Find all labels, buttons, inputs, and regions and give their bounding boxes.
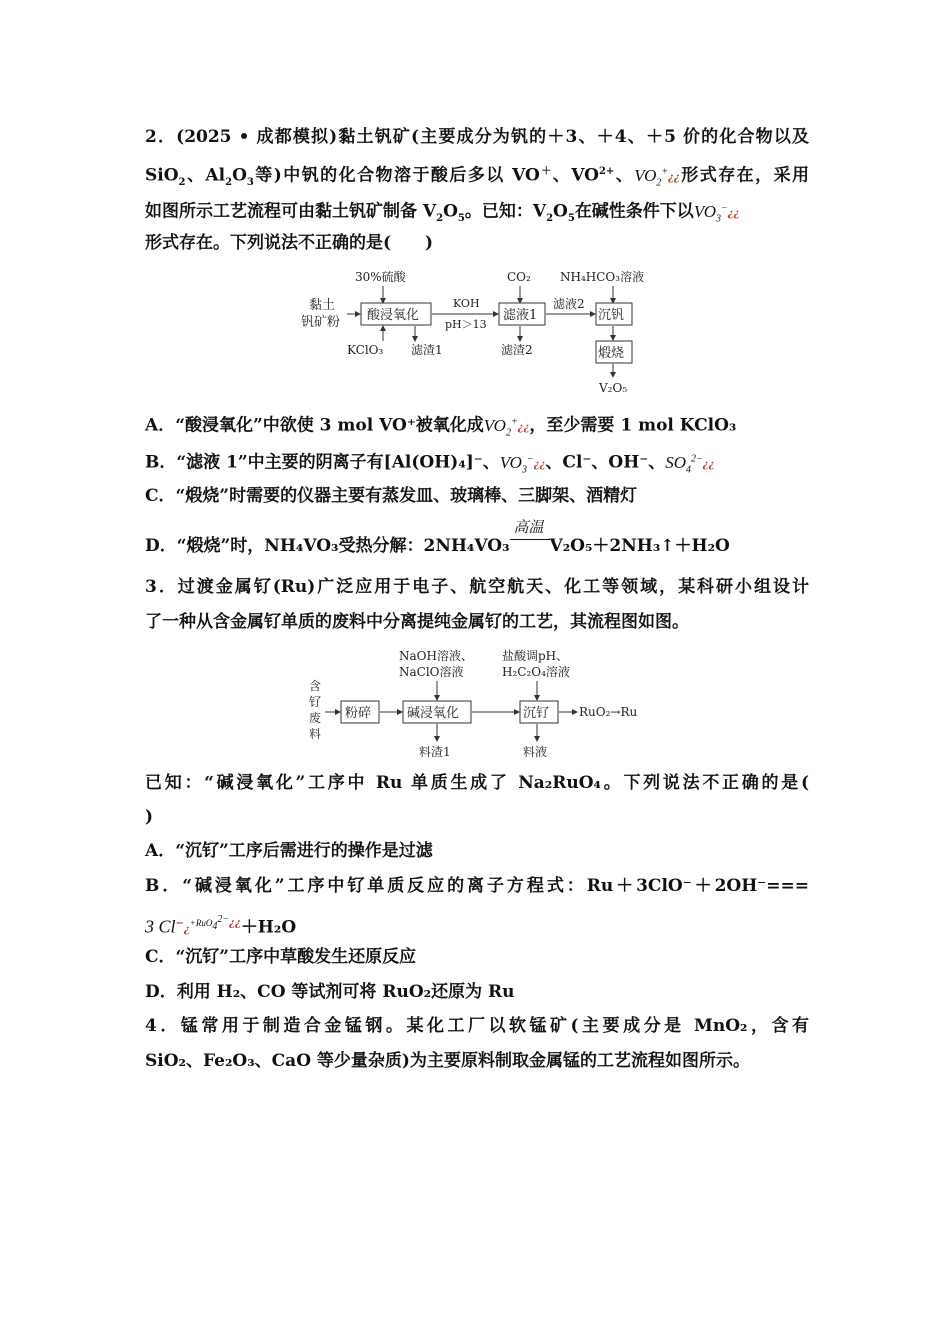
fc1-filtrate-2: 滤液2 xyxy=(553,297,585,311)
q3-known-2: ) xyxy=(145,807,154,827)
q2-line-3-tail: 在碱性条件下以 xyxy=(574,201,694,222)
q3-option-b-2: 3 Cl−¿$^{+RuO_4^{2-}¿¿}$＋H₂O xyxy=(145,914,297,938)
fc2-hcl: 盐酸调pH、 xyxy=(502,649,569,663)
fc1-box-filtrate-1-label: 滤液1 xyxy=(503,308,538,323)
fc1-nh4hco3: NH₄HCO₃溶液 xyxy=(560,270,645,284)
fc1-box-calcine-label: 煅烧 xyxy=(598,346,625,361)
fc1-box-acid-leach-label: 酸浸氧化 xyxy=(367,308,420,323)
q2-option-b-text: B．“滤液 1”中主要的阴离子有[Al(OH)₄]⁻、 xyxy=(145,452,500,473)
q2-option-d-tail: V₂O₅＋2NH₃↑＋H₂O xyxy=(549,536,730,556)
q2-option-d xyxy=(145,520,809,557)
fc2-box-alkali-leach-label: 碱浸氧化 xyxy=(407,706,460,721)
fc1-feed-2: 钒矿粉 xyxy=(301,315,341,330)
q3-option-c: C．“沉钌”工序中草酸发生还原反应 xyxy=(145,947,417,967)
fc1-ph: pH＞13 xyxy=(445,318,487,331)
q3-option-b-tail: ＋H₂O xyxy=(240,917,297,938)
fc1-koh: KOH xyxy=(453,297,480,310)
fc2-feed-4: 料 xyxy=(309,727,322,741)
q3-line-1: 3．过渡金属钌(Ru)广泛应用于电子、航空航天、化工等领域，某科研小组设计 xyxy=(145,577,809,597)
q3-known: 已知：“碱浸氧化”工序中 Ru 单质生成了 Na₂RuO₄。下列说法不正确的是( xyxy=(145,773,809,793)
fc1-feed-1: 黏土 xyxy=(309,298,336,313)
fc1-box-precip-label: 沉钒 xyxy=(598,308,625,323)
q2-option-a: A．“酸浸氧化”中欲使 3 mol VO⁺被氧化成$VO_2^+¿¿$，至少需要 1 mol KClO₃ xyxy=(145,415,737,439)
q2-option-a-text: A．“酸浸氧化”中欲使 3 mol VO⁺被氧化成 xyxy=(145,415,484,436)
q2-line-4: 形式存在。下列说法不正确的是( ) xyxy=(145,233,434,253)
fc2-residue: 料渣1 xyxy=(419,745,451,759)
q2-option-b: B．“滤液 1”中主要的阴离子有[Al(OH)₄]⁻、$VO_3^-¿¿$、Cl⁻、OH⁻、$SO_4^{2-}¿¿$ xyxy=(145,452,715,476)
fc2-naoh: NaOH溶液、 xyxy=(399,649,473,663)
fc2-box-crush-label: 粉碎 xyxy=(345,706,372,721)
fc1-product: V₂O₅ xyxy=(599,381,628,395)
fc2-liquid: 料液 xyxy=(523,745,548,759)
q3-option-b: B．“碱浸氧化”工序中钌单质反应的离子方程式：Ru＋3ClO⁻＋2OH⁻=== xyxy=(145,876,809,896)
q2-line-2-tail: 形式存在，采用 xyxy=(679,165,810,186)
q3-flowchart xyxy=(305,645,660,763)
q2-option-d-text: D．“煅烧”时，NH₄VO₃受热分解：2NH₄VO₃ xyxy=(145,536,510,556)
fc2-naclo: NaClO溶液 xyxy=(399,665,464,679)
q2-line-2: SiO$_2$、$Al_2O_3$等)中钒的化合物溶于酸后多以 VO＋、$VO^{2+}$、$VO_2^+¿¿$形式存在，采用 xyxy=(145,165,810,189)
q2-flowchart xyxy=(295,265,665,400)
q4-line-2: SiO₂、Fe₂O₃、CaO 等少量杂质)为主要原料制取金属锰的工艺流程如图所示。 xyxy=(145,1051,750,1071)
q4-line-1: 4．锰常用于制造合金锰钢。某化工厂以软锰矿(主要成分是 MnO₂，含有 xyxy=(145,1016,809,1036)
fc1-kclo3: KClO₃ xyxy=(347,343,384,357)
fc2-feed-3: 废 xyxy=(309,711,322,725)
fc2-box-precip-label: 沉钌 xyxy=(523,706,550,721)
fc2-h2c2o4: H₂C₂O₄溶液 xyxy=(502,665,570,679)
q3-option-d: D．利用 H₂、CO 等试剂可将 RuO₂还原为 Ru xyxy=(145,982,515,1002)
q2-line-3-known: 。已知： xyxy=(464,201,533,222)
q2-option-b-mid: 、Cl⁻、OH⁻、 xyxy=(545,452,666,473)
q3-option-a: A．“沉钌”工序后需进行的操作是过滤 xyxy=(145,841,433,861)
q2-option-d-condition xyxy=(510,520,550,551)
q2-line-3-text: 如图所示工艺流程可由黏土钒矿制备 xyxy=(145,201,417,222)
q2-line-3: 如图所示工艺流程可由黏土钒矿制备 $V_2O_5$。已知：$V_2O_5$在碱性条件下以$VO_3^-¿¿$ xyxy=(145,201,740,225)
fc2-feed-2: 钌 xyxy=(309,695,322,709)
fc1-residue-2: 滤渣2 xyxy=(501,343,533,357)
fc1-co2: CO₂ xyxy=(507,270,531,284)
q3-line-2: 了一种从含金属钌单质的废料中分离提纯金属钌的工艺，其流程图如图。 xyxy=(145,612,689,632)
fc1-residue-1: 滤渣1 xyxy=(411,343,443,357)
q2-line-1: 2．(2025 • 成都模拟)黏土钒矿(主要成分为钒的＋3、＋4、＋5 价的化合物以及 xyxy=(145,127,809,147)
q2-option-c: C．“煅烧”时需要的仪器主要有蒸发皿、玻璃棒、三脚架、酒精灯 xyxy=(145,486,638,506)
q2-line-2-text: 中钒的化合物溶于酸后多以 xyxy=(281,165,505,186)
fc1-sulfuric: 30%硫酸 xyxy=(355,270,406,284)
fc2-tail: RuO₂→Ru xyxy=(579,705,638,719)
q2-option-a-tail: ，至少需要 1 mol KClO₃ xyxy=(529,415,737,436)
fc2-feed-1: 含 xyxy=(309,679,322,693)
q2-option-d-cond-text: 高温 xyxy=(513,520,544,536)
